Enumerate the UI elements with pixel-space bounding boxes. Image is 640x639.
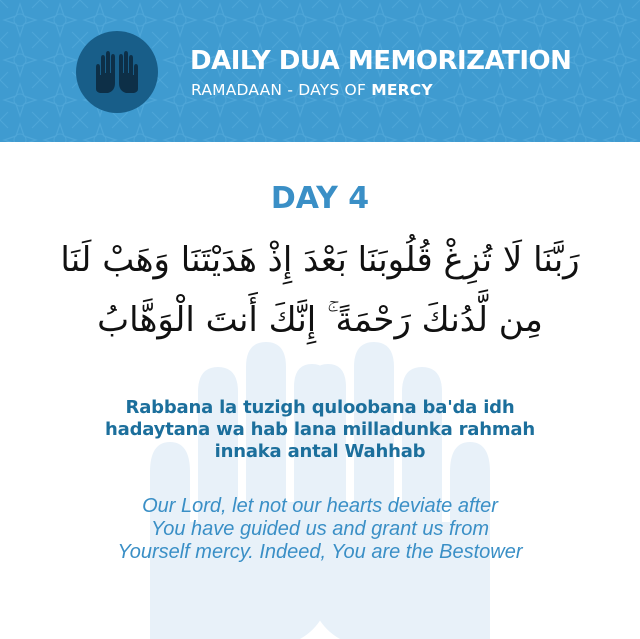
transliteration-line-1: Rabbana la tuzigh quloobana ba'da idh bbox=[125, 397, 515, 418]
page-subtitle bbox=[191, 81, 433, 99]
page-title: DAILY DUA MEMORIZATION bbox=[190, 46, 572, 76]
transliteration-line-3: innaka antal Wahhab bbox=[214, 441, 426, 462]
header-banner bbox=[0, 0, 640, 142]
subtitle-emphasis: MERCY bbox=[371, 81, 433, 99]
transliteration-line-2: hadaytana wa hab lana milladunka rahmah bbox=[105, 419, 535, 440]
translation-line-1: Our Lord, let not our hearts deviate after bbox=[142, 495, 498, 517]
arabic-line-2: مِن لَّدُنكَ رَحْمَةً ۚ إِنَّكَ أَنتَ الْوَهَّابُ bbox=[97, 300, 543, 340]
praying-hands-icon bbox=[92, 49, 142, 95]
hands-watermark bbox=[0, 142, 640, 639]
subtitle-prefix: RAMADAAN - DAYS OF bbox=[191, 81, 372, 99]
emblem-badge bbox=[76, 31, 158, 113]
arabic-line-1: رَبَّنَا لَا تُزِغْ قُلُوبَنَا بَعْدَ إِذْ هَدَيْتَنَا وَهَبْ لَنَا bbox=[60, 240, 580, 280]
translation-line-2: You have guided us and grant us from bbox=[150, 518, 489, 540]
translation-line-3: Yourself mercy. Indeed, You are the Bestower bbox=[117, 541, 523, 563]
day-label: DAY 4 bbox=[270, 181, 370, 216]
